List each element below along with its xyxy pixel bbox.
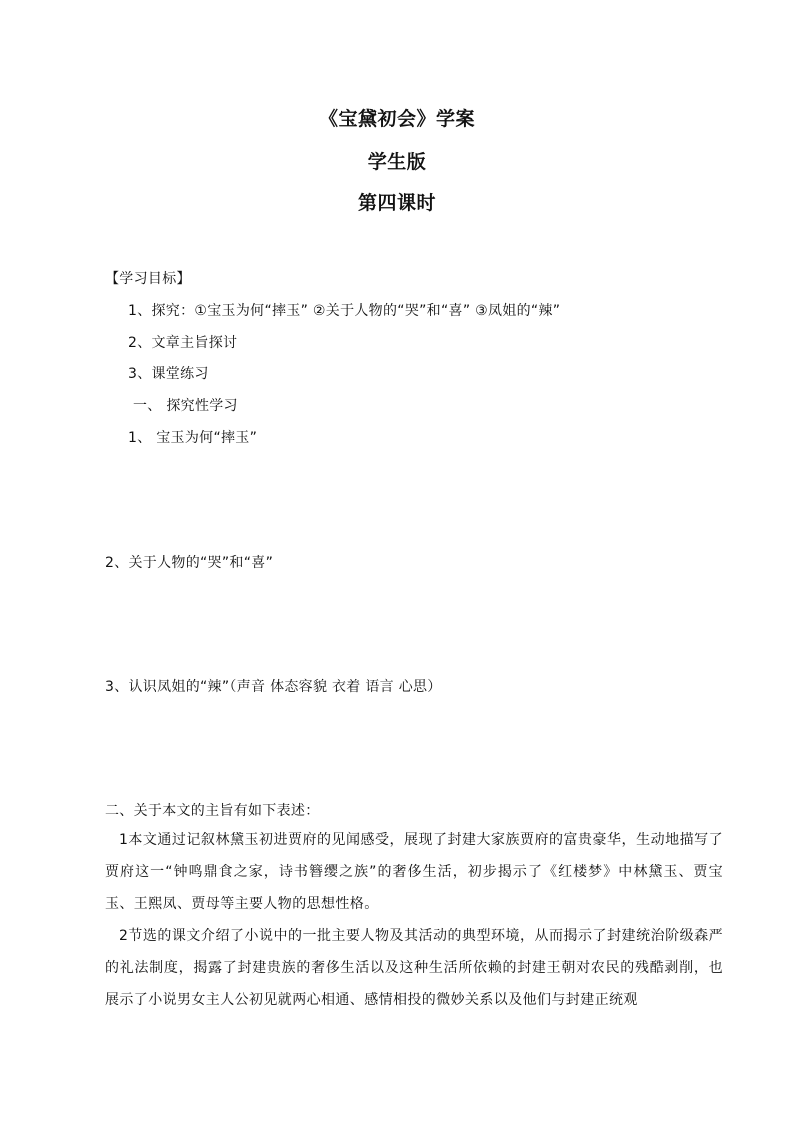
document-title: 《宝黛初会》学案 <box>318 108 475 130</box>
question-item: 1、 宝玉为何“摔玉” <box>128 430 258 446</box>
objective-item: 1、探究：①宝玉为何“摔玉” ②关于人物的“哭”和“喜” ③凤姐的“辣” <box>128 303 561 319</box>
body-paragraph <box>105 824 723 920</box>
section-heading: 二、关于本文的主旨有如下表述： <box>105 803 320 819</box>
section-heading: 一、 探究性学习 <box>133 398 238 414</box>
lesson-label: 第四课时 <box>357 192 436 214</box>
objective-item: 3、课堂练习 <box>128 366 209 382</box>
paragraph-text: 2节选的课文介绍了小说中的一批主要人物及其活动的典型环境，从而揭示了封建统治阶级森严的礼法制度，揭露了封建贵族的奢侈生活以及这种生活所依赖的封建王朝对农民的残酷剥削，也展示了小说男女主人公初见就两心相通、感情相投的微妙关系以及他们与封建正统观 <box>105 928 723 1008</box>
objective-item: 2、文章主旨探讨 <box>128 335 238 351</box>
objectives-heading: 【学习目标】 <box>105 271 191 287</box>
question-item: 2、关于人物的“哭”和“喜” <box>105 555 274 571</box>
document-subtitle: 学生版 <box>367 151 427 173</box>
body-paragraph <box>105 920 723 1016</box>
question-item: 3、认识凤姐的“辣”（声音 体态容貌 衣着 语言 心思） <box>105 679 442 695</box>
paragraph-text: 1本文通过记叙林黛玉初进贾府的见闻感受，展现了封建大家族贾府的富贵豪华，生动地描写了贾府这一“钟鸣鼎食之家，诗书簪缨之族”的奢侈生活，初步揭示了《红楼梦》中林黛玉、贾宝玉、王熙凤、贾母等主要人物的思想性格。 <box>105 832 723 912</box>
